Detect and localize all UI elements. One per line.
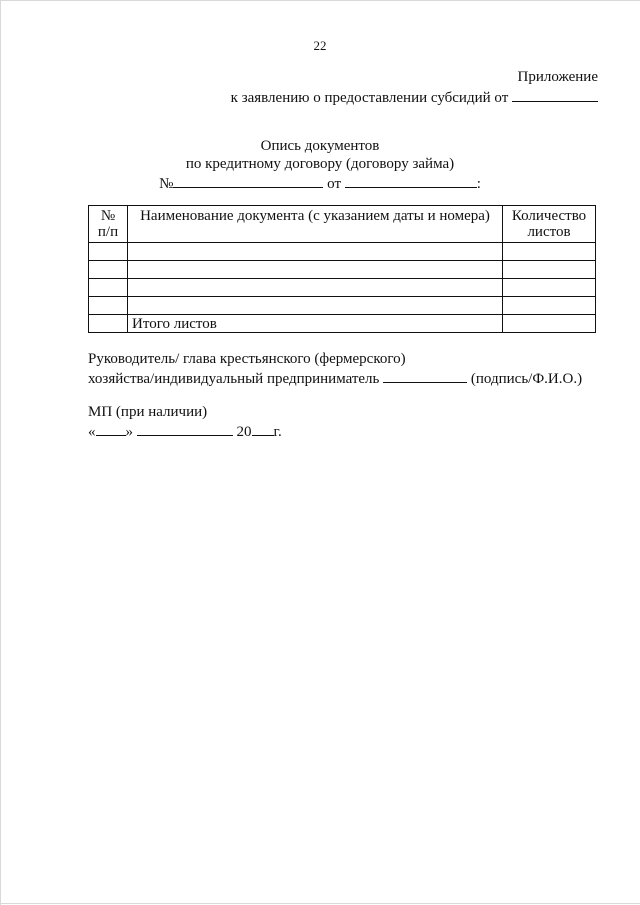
cell-count[interactable] [503,297,596,315]
appendix-title: Приложение [517,69,598,85]
from-word: от [327,176,341,192]
signature-hint: (подпись/Ф.И.О.) [470,371,583,387]
close-quote: » [125,424,133,440]
year-suffix: г. [273,424,282,440]
appendix-reference-text: к заявлению о предоставлении субсидий от [230,90,509,106]
cell-name[interactable] [128,297,503,315]
cell-name[interactable] [128,261,503,279]
table-row [89,243,596,261]
cell-name[interactable] [128,243,503,261]
year-blank[interactable] [252,421,274,436]
signature-role-line2: хозяйства/индивидуальный предприниматель [88,371,380,387]
table-total-row [89,315,596,333]
document-title: Опись документов [260,138,380,154]
cell-num[interactable] [89,261,128,279]
cell-count[interactable] [503,243,596,261]
cell-count[interactable] [503,279,596,297]
cell-name[interactable] [128,279,503,297]
contract-date-blank[interactable] [345,173,477,188]
contract-number-blank[interactable] [173,173,323,188]
signature-role-line1: Руководитель/ глава крестьянского (фермерского) [88,351,406,367]
documents-table [88,205,596,333]
contract-number-line [0,173,640,193]
document-subtitle: по кредитному договору (договору займа) [185,156,455,172]
day-blank[interactable] [96,421,126,436]
cell-num[interactable] [89,243,128,261]
application-date-blank[interactable] [512,87,598,102]
stamp-label: МП (при наличии) [88,404,208,420]
table-header-row [89,206,596,243]
number-sign: № [159,176,174,192]
page-top-edge [0,0,640,1]
page-bottom-edge [0,903,640,904]
cell-num[interactable] [89,315,128,333]
open-quote: « [88,424,96,440]
appendix-reference [231,87,598,107]
date-line [88,421,282,441]
header-count: Количество листов [503,206,596,243]
page-number: 22 [313,38,327,53]
table-row [89,261,596,279]
month-blank[interactable] [137,421,233,436]
total-count-cell[interactable] [503,315,596,333]
cell-count[interactable] [503,261,596,279]
cell-num[interactable] [89,297,128,315]
header-num: № п/п [89,206,128,243]
total-label: Итого листов [128,315,503,333]
year-prefix: 20 [236,424,252,440]
table-row [89,279,596,297]
header-name: Наименование документа (с указанием даты и номера) [128,206,503,243]
page-left-edge [0,0,1,905]
signature-blank[interactable] [383,368,467,383]
colon: : [476,176,481,192]
table-row [89,297,596,315]
signature-line [88,368,582,388]
cell-num[interactable] [89,279,128,297]
